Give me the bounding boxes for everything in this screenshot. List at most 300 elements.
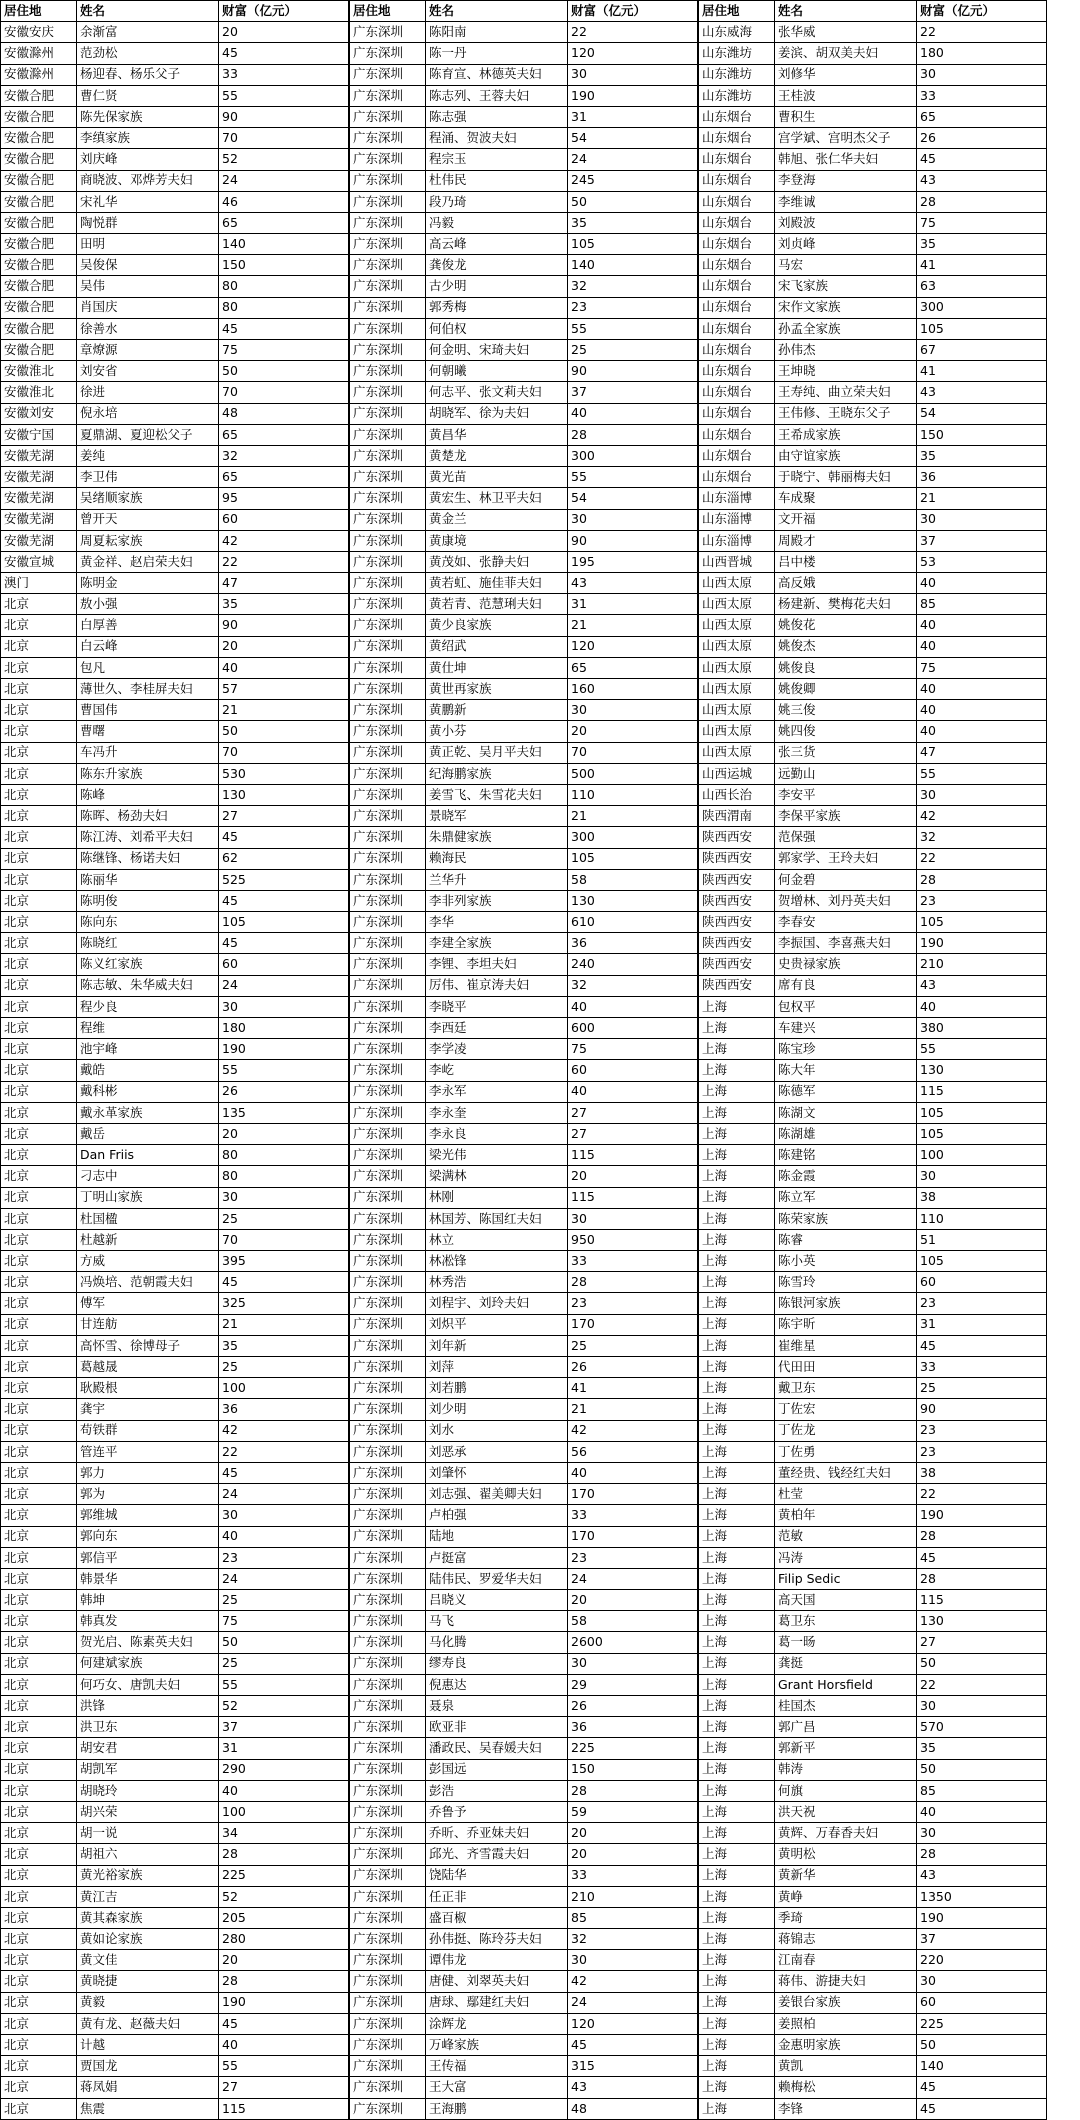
table-row: [350, 22, 698, 43]
name-cell: 姜照柏: [775, 2013, 917, 2034]
residence-cell: 安徽滁州: [1, 64, 77, 85]
name-cell: 黄小芬: [426, 721, 568, 742]
name-cell: 李建全家族: [426, 933, 568, 954]
residence-cell: 广东深圳: [350, 551, 426, 572]
name-cell: 李缜家族: [77, 128, 219, 149]
wealth-cell: 42: [219, 1420, 349, 1441]
table-row: [1, 318, 349, 339]
name-cell: 由守谊家族: [775, 445, 917, 466]
residence-cell: 上海: [699, 1102, 775, 1123]
residence-cell: 上海: [699, 1314, 775, 1335]
wealth-cell: 43: [568, 2077, 698, 2098]
wealth-cell: 60: [219, 509, 349, 530]
wealth-cell: 45: [219, 933, 349, 954]
table-row: [699, 1950, 1047, 1971]
wealth-cell: 25: [917, 1378, 1047, 1399]
name-cell: 文开福: [775, 509, 917, 530]
residence-cell: 广东深圳: [350, 467, 426, 488]
wealth-cell: 27: [219, 2077, 349, 2098]
table-row: [1, 763, 349, 784]
residence-cell: 北京: [1, 636, 77, 657]
name-cell: 范劲松: [77, 43, 219, 64]
wealth-cell: 290: [219, 1759, 349, 1780]
table-row: [699, 467, 1047, 488]
table-row: [699, 2098, 1047, 2119]
table-row: [699, 1229, 1047, 1250]
table-row: [1, 1717, 349, 1738]
residence-cell: 广东深圳: [350, 1018, 426, 1039]
name-cell: 倪惠达: [426, 1674, 568, 1695]
table-row: [350, 1484, 698, 1505]
table-row: [350, 64, 698, 85]
name-cell: 傅军: [77, 1293, 219, 1314]
name-cell: 丁佐勇: [775, 1441, 917, 1462]
wealth-cell: 40: [917, 615, 1047, 636]
name-cell: 余渐富: [77, 22, 219, 43]
wealth-cell: 25: [219, 1357, 349, 1378]
name-cell: 姜纯: [77, 445, 219, 466]
name-cell: 黄茂如、张静夫妇: [426, 551, 568, 572]
residence-cell: 山东烟台: [699, 128, 775, 149]
residence-cell: 广东深圳: [350, 1526, 426, 1547]
name-cell: 盛百椒: [426, 1907, 568, 1928]
name-cell: 陈育宣、林德英夫妇: [426, 64, 568, 85]
residence-cell: 山东烟台: [699, 340, 775, 361]
table-row: [1, 1505, 349, 1526]
table-row: [699, 445, 1047, 466]
table-row: [1, 615, 349, 636]
residence-cell: 北京: [1, 657, 77, 678]
name-cell: 林立: [426, 1229, 568, 1250]
table-row: [1, 467, 349, 488]
name-cell: 陆地: [426, 1526, 568, 1547]
name-cell: 陈先保家族: [77, 106, 219, 127]
table-row: [350, 784, 698, 805]
residence-cell: 北京: [1, 1696, 77, 1717]
name-cell: 贺增林、刘丹英夫妇: [775, 890, 917, 911]
name-cell: 黄文佳: [77, 1950, 219, 1971]
residence-cell: 北京: [1, 1823, 77, 1844]
table-row: [699, 615, 1047, 636]
residence-cell: 安徽宣城: [1, 551, 77, 572]
wealth-cell: 33: [568, 1505, 698, 1526]
table-row: [699, 721, 1047, 742]
residence-cell: 安徽合肥: [1, 170, 77, 191]
name-cell: 杨建新、樊梅花夫妇: [775, 594, 917, 615]
residence-cell: 山东潍坊: [699, 43, 775, 64]
table-row: [1, 488, 349, 509]
name-cell: 陶悦群: [77, 212, 219, 233]
name-cell: Dan Friis: [77, 1145, 219, 1166]
wealth-cell: 25: [568, 1335, 698, 1356]
name-cell: 远勤山: [775, 763, 917, 784]
wealth-cell: 50: [917, 1759, 1047, 1780]
table-row: [1, 1102, 349, 1123]
name-cell: 黄康境: [426, 530, 568, 551]
name-cell: 王希成家族: [775, 424, 917, 445]
wealth-cell: 21: [568, 806, 698, 827]
name-cell: 何金明、宋琦夫妇: [426, 340, 568, 361]
table-row: [350, 912, 698, 933]
name-cell: 焦震: [77, 2098, 219, 2119]
table-row: [350, 1929, 698, 1950]
wealth-cell: 28: [568, 424, 698, 445]
residence-cell: 山西太原: [699, 615, 775, 636]
wealth-cell: 70: [568, 742, 698, 763]
residence-cell: 广东深圳: [350, 1484, 426, 1505]
table-row: [699, 318, 1047, 339]
name-cell: 兰华升: [426, 869, 568, 890]
wealth-cell: 28: [917, 869, 1047, 890]
table-row: [350, 1441, 698, 1462]
name-cell: 何志平、张文莉夫妇: [426, 382, 568, 403]
wealth-cell: 50: [917, 1653, 1047, 1674]
wealth-cell: 65: [219, 467, 349, 488]
residence-cell: 广东深圳: [350, 1505, 426, 1526]
residence-cell: 上海: [699, 1611, 775, 1632]
wealth-cell: 26: [568, 1696, 698, 1717]
table-row: [699, 1929, 1047, 1950]
column-header: 姓名: [775, 1, 917, 22]
name-cell: 潘政民、吴春媛夫妇: [426, 1738, 568, 1759]
residence-cell: 上海: [699, 1823, 775, 1844]
table-row: [699, 1462, 1047, 1483]
residence-cell: 广东深圳: [350, 869, 426, 890]
wealth-cell: 20: [219, 1123, 349, 1144]
residence-cell: 广东深圳: [350, 1293, 426, 1314]
name-cell: 王大富: [426, 2077, 568, 2098]
table-row: [350, 297, 698, 318]
table-row: [1, 657, 349, 678]
residence-cell: 上海: [699, 1865, 775, 1886]
residence-cell: 广东深圳: [350, 1378, 426, 1399]
residence-cell: 上海: [699, 1907, 775, 1928]
residence-cell: 北京: [1, 1801, 77, 1822]
table-row: [1, 276, 349, 297]
name-cell: 姚俊杰: [775, 636, 917, 657]
name-cell: 洪卫东: [77, 1717, 219, 1738]
wealth-cell: 190: [219, 1992, 349, 2013]
table-row: [699, 784, 1047, 805]
table-row: [1, 382, 349, 403]
wealth-cell: 180: [219, 1018, 349, 1039]
wealth-cell: 205: [219, 1907, 349, 1928]
wealth-cell: 38: [917, 1187, 1047, 1208]
wealth-cell: 55: [219, 85, 349, 106]
name-cell: 吕晓义: [426, 1590, 568, 1611]
table-row: [1, 2013, 349, 2034]
residence-cell: 上海: [699, 1293, 775, 1314]
name-cell: 姚三俊: [775, 700, 917, 721]
residence-cell: 广东深圳: [350, 890, 426, 911]
wealth-cell: 28: [219, 1971, 349, 1992]
wealth-cell: 300: [917, 297, 1047, 318]
residence-cell: 广东深圳: [350, 1992, 426, 2013]
name-cell: 刘年新: [426, 1335, 568, 1356]
table-row: [699, 1441, 1047, 1462]
wealth-cell: 75: [219, 340, 349, 361]
wealth-cell: 20: [219, 1950, 349, 1971]
wealth-cell: 52: [219, 149, 349, 170]
name-cell: 陈雪玲: [775, 1272, 917, 1293]
table-row: [350, 1653, 698, 1674]
table-row: [1, 1060, 349, 1081]
wealth-cell: 85: [917, 594, 1047, 615]
table-row: [699, 1653, 1047, 1674]
name-cell: 唐球、鄢建红夫妇: [426, 1992, 568, 2013]
name-cell: 黄峥: [775, 1886, 917, 1907]
residence-cell: 上海: [699, 2035, 775, 2056]
table-row: [699, 1378, 1047, 1399]
table-row: [1, 22, 349, 43]
name-cell: 乔鲁予: [426, 1801, 568, 1822]
residence-cell: 北京: [1, 1187, 77, 1208]
table-row: [350, 1060, 698, 1081]
wealth-cell: 35: [917, 445, 1047, 466]
name-cell: 计越: [77, 2035, 219, 2056]
wealth-cell: 23: [917, 890, 1047, 911]
table-row: [350, 1526, 698, 1547]
name-cell: 黄绍武: [426, 636, 568, 657]
residence-cell: 广东深圳: [350, 297, 426, 318]
table-row: [350, 1759, 698, 1780]
residence-cell: 北京: [1, 1759, 77, 1780]
table-row: [350, 1950, 698, 1971]
name-cell: 冯焕培、范朝霞夫妇: [77, 1272, 219, 1293]
residence-cell: 广东深圳: [350, 1568, 426, 1589]
name-cell: 姜雪飞、朱雪花夫妇: [426, 784, 568, 805]
name-cell: 黄江吉: [77, 1886, 219, 1907]
wealth-cell: 75: [917, 657, 1047, 678]
wealth-cell: 570: [917, 1717, 1047, 1738]
table-row: [1, 1823, 349, 1844]
column-header: 财富（亿元）: [917, 1, 1047, 22]
table-row: [699, 191, 1047, 212]
wealth-cell: 85: [917, 1780, 1047, 1801]
table-row: [699, 1208, 1047, 1229]
wealth-cell: 20: [568, 1166, 698, 1187]
table-row: [699, 361, 1047, 382]
residence-cell: 北京: [1, 1018, 77, 1039]
table-row: [350, 1272, 698, 1293]
residence-cell: 上海: [699, 1653, 775, 1674]
table-row: [350, 1399, 698, 1420]
residence-cell: 陕西西安: [699, 890, 775, 911]
residence-cell: 广东深圳: [350, 954, 426, 975]
table-row: [1, 128, 349, 149]
name-cell: 洪天祝: [775, 1801, 917, 1822]
table-row: [699, 1823, 1047, 1844]
residence-cell: 北京: [1, 1547, 77, 1568]
table-row: [350, 1865, 698, 1886]
wealth-cell: 30: [219, 996, 349, 1017]
table-row: [1, 954, 349, 975]
name-cell: 田明: [77, 234, 219, 255]
table-row: [699, 1992, 1047, 2013]
residence-cell: 安徽合肥: [1, 297, 77, 318]
name-cell: 刘庆峰: [77, 149, 219, 170]
table-row: [699, 1357, 1047, 1378]
wealth-cell: 22: [219, 551, 349, 572]
name-cell: 高天国: [775, 1590, 917, 1611]
wealth-cell: 45: [219, 827, 349, 848]
name-cell: 刘志强、翟美卿夫妇: [426, 1484, 568, 1505]
table-row: [1, 1484, 349, 1505]
name-cell: 乔昕、乔亚妹夫妇: [426, 1823, 568, 1844]
name-cell: 曹曙: [77, 721, 219, 742]
name-cell: 龚宇: [77, 1399, 219, 1420]
name-cell: 孙孟全家族: [775, 318, 917, 339]
name-cell: 刘肇怀: [426, 1462, 568, 1483]
name-cell: 程维: [77, 1018, 219, 1039]
table-row: [1, 1251, 349, 1272]
name-cell: 席有良: [775, 975, 917, 996]
wealth-cell: 25: [568, 340, 698, 361]
wealth-cell: 25: [219, 1653, 349, 1674]
table-row: [350, 1229, 698, 1250]
residence-cell: 北京: [1, 912, 77, 933]
residence-cell: 山东烟台: [699, 445, 775, 466]
wealth-cell: 140: [917, 2056, 1047, 2077]
table-row: [699, 657, 1047, 678]
table-row: [699, 806, 1047, 827]
name-cell: 黄昌华: [426, 424, 568, 445]
name-cell: 陈东升家族: [77, 763, 219, 784]
residence-cell: 北京: [1, 827, 77, 848]
table-row: [1, 679, 349, 700]
name-cell: 林刚: [426, 1187, 568, 1208]
wealth-cell: 120: [568, 2013, 698, 2034]
table-row: [1, 1335, 349, 1356]
name-cell: 姚俊卿: [775, 679, 917, 700]
wealth-cell: 120: [568, 43, 698, 64]
residence-cell: 安徽合肥: [1, 191, 77, 212]
residence-cell: 广东深圳: [350, 424, 426, 445]
wealth-cell: 37: [568, 382, 698, 403]
wealth-cell: 170: [568, 1484, 698, 1505]
table-row: [699, 1547, 1047, 1568]
table-row: [699, 530, 1047, 551]
wealth-cell: 28: [917, 1526, 1047, 1547]
wealth-cell: 25: [219, 1590, 349, 1611]
name-cell: 厉伟、崔京涛夫妇: [426, 975, 568, 996]
name-cell: 姚俊花: [775, 615, 917, 636]
name-cell: 李卫伟: [77, 467, 219, 488]
residence-cell: 广东深圳: [350, 1420, 426, 1441]
table-row: [350, 1611, 698, 1632]
wealth-cell: 21: [917, 488, 1047, 509]
residence-cell: 山东烟台: [699, 149, 775, 170]
table-row: [699, 488, 1047, 509]
residence-cell: 广东深圳: [350, 594, 426, 615]
residence-cell: 广东深圳: [350, 212, 426, 233]
table-row: [699, 594, 1047, 615]
wealth-cell: 67: [917, 340, 1047, 361]
wealth-cell: 55: [568, 318, 698, 339]
residence-cell: 上海: [699, 2056, 775, 2077]
name-cell: 杜伟民: [426, 170, 568, 191]
wealth-cell: 40: [219, 1780, 349, 1801]
wealth-cell: 22: [917, 1484, 1047, 1505]
residence-cell: 广东深圳: [350, 1060, 426, 1081]
header-row: [350, 1, 698, 22]
wealth-cell: 50: [219, 721, 349, 742]
wealth-cell: 27: [917, 1632, 1047, 1653]
wealth-cell: 59: [568, 1801, 698, 1822]
wealth-cell: 100: [219, 1378, 349, 1399]
name-cell: 吴俊保: [77, 255, 219, 276]
table-row: [1, 742, 349, 763]
wealth-cell: 130: [568, 890, 698, 911]
table-row: [350, 318, 698, 339]
table-row: [699, 1251, 1047, 1272]
table-row: [699, 403, 1047, 424]
table-row: [1, 1272, 349, 1293]
table-row: [350, 255, 698, 276]
table-row: [350, 869, 698, 890]
wealth-cell: 130: [219, 784, 349, 805]
name-cell: 程宗玉: [426, 149, 568, 170]
residence-cell: 北京: [1, 1865, 77, 1886]
residence-cell: 上海: [699, 1674, 775, 1695]
residence-cell: 广东深圳: [350, 848, 426, 869]
name-cell: 陈晖、杨劲夫妇: [77, 806, 219, 827]
table-row: [1, 1378, 349, 1399]
table-row: [1, 636, 349, 657]
table-row: [1, 340, 349, 361]
name-cell: 吴伟: [77, 276, 219, 297]
residence-cell: 广东深圳: [350, 191, 426, 212]
residence-cell: 安徽芜湖: [1, 530, 77, 551]
residence-cell: 北京: [1, 763, 77, 784]
name-cell: 梁光伟: [426, 1145, 568, 1166]
residence-cell: 广东深圳: [350, 636, 426, 657]
name-cell: 甘连舫: [77, 1314, 219, 1335]
residence-cell: 广东深圳: [350, 64, 426, 85]
name-cell: 黄新华: [775, 1865, 917, 1886]
residence-cell: 北京: [1, 1441, 77, 1462]
table-row: [699, 1060, 1047, 1081]
residence-cell: 北京: [1, 1166, 77, 1187]
wealth-cell: 36: [568, 1717, 698, 1738]
table-row: [350, 742, 698, 763]
name-cell: 李振国、李喜燕夫妇: [775, 933, 917, 954]
name-cell: 陈志强: [426, 106, 568, 127]
wealth-cell: 22: [917, 848, 1047, 869]
wealth-cell: 610: [568, 912, 698, 933]
name-cell: 陈金霞: [775, 1166, 917, 1187]
wealth-cell: 115: [917, 1590, 1047, 1611]
name-cell: 何旗: [775, 1780, 917, 1801]
name-cell: 胡兴荣: [77, 1801, 219, 1822]
name-cell: 黄有龙、赵薇夫妇: [77, 2013, 219, 2034]
table-row: [350, 1505, 698, 1526]
residence-cell: 北京: [1, 1674, 77, 1695]
name-cell: 李学凌: [426, 1039, 568, 1060]
table-row: [1, 509, 349, 530]
name-cell: 涂辉龙: [426, 2013, 568, 2034]
table-row: [350, 1039, 698, 1060]
residence-cell: 上海: [699, 1971, 775, 1992]
table-row: [350, 657, 698, 678]
wealth-cell: 50: [917, 2035, 1047, 2056]
wealth-cell: 150: [917, 424, 1047, 445]
wealth-cell: 245: [568, 170, 698, 191]
wealth-cell: 135: [219, 1102, 349, 1123]
table-row: [699, 1145, 1047, 1166]
table-row: [699, 1293, 1047, 1314]
residence-cell: 广东深圳: [350, 106, 426, 127]
